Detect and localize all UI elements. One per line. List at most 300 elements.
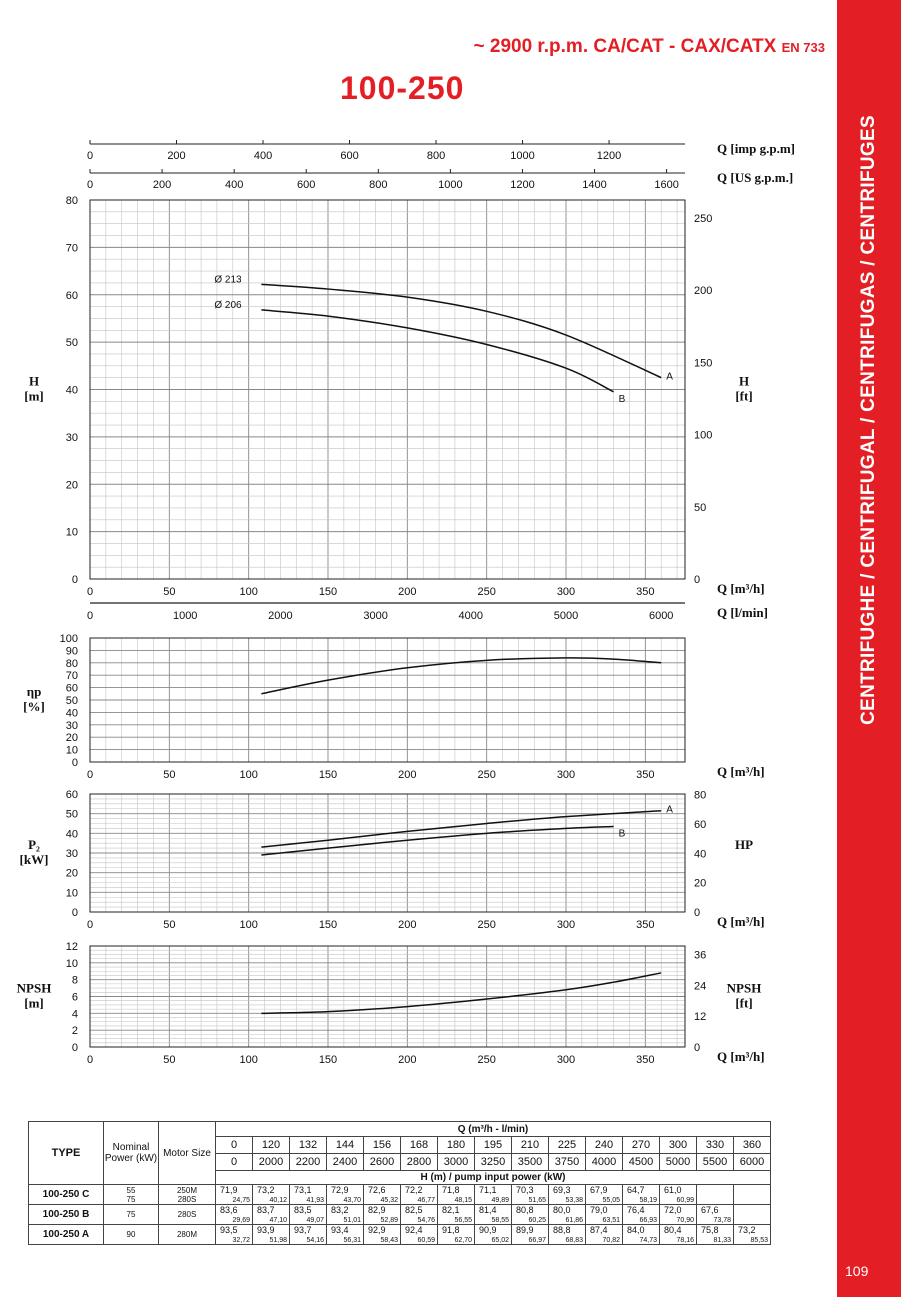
table-q-m3h: 0 [216,1137,253,1154]
motor-value: 280S [177,1210,197,1219]
head-top-axis-tick-label: 400 [253,150,273,162]
table-q-lmin: 4500 [623,1154,660,1171]
npsh-ytick-label: 10 [65,957,78,970]
table-row-power [104,1205,159,1225]
head-top-axis-tick-label: 200 [152,179,172,191]
efficiency-ytick-label: 20 [65,732,78,745]
table-row-power [104,1225,159,1245]
table-cell [623,1225,660,1245]
npsh-xtick-label: 50 [163,1054,176,1066]
cell-power: 24,75 [232,1197,250,1204]
npsh-xtick-label: 300 [556,1054,576,1066]
cell-head: 73,2 [738,1225,756,1235]
cell-head: 81,4 [479,1205,497,1215]
cell-power: 53,38 [565,1197,583,1204]
head-xtick-label: 350 [636,586,655,598]
table-q-m3h: 156 [364,1137,401,1154]
head-xlabel: Q [m³/h] [717,581,765,596]
table-cell [512,1185,549,1205]
table-cell [660,1225,697,1245]
head-right-ytick-label: 50 [694,501,707,514]
head-top-axis-label: Q [imp g.p.m] [717,141,795,156]
efficiency-ylabel: ηp [%] [23,684,45,714]
power-xtick-label: 250 [477,919,496,931]
table-q-lmin: 3750 [549,1154,586,1171]
cell-head: 72,9 [331,1185,349,1195]
cell-power: 55,05 [602,1197,620,1204]
npsh-right-ylabel: NPSH [ft] [726,980,762,1011]
table-q-m3h: 180 [438,1137,475,1154]
head-lmin-tick-label: 1000 [172,610,198,622]
efficiency-xtick-label: 300 [556,769,576,781]
cell-head: 82,9 [368,1205,386,1215]
efficiency-ytick-label: 70 [65,670,78,683]
table-cell [327,1185,364,1205]
table-cell [401,1185,438,1205]
table-cell [586,1225,623,1245]
cell-power: 70,90 [676,1217,694,1224]
power-ylabel: P₂ [kW] [19,837,49,867]
cell-head: 83,5 [294,1205,312,1215]
cell-power: 63,51 [602,1217,620,1224]
efficiency-xtick-label: 0 [86,769,94,781]
table-q-m3h: 210 [512,1137,549,1154]
cell-power: 58,43 [380,1237,398,1244]
motor-value: 280S [177,1194,197,1204]
cell-head: 93,9 [257,1225,275,1235]
power-xtick-label: 150 [318,919,338,931]
efficiency-ytick-label: 40 [65,707,78,720]
standard-label: EN 733 [781,40,825,55]
cell-power: 54,76 [417,1217,435,1224]
table-cell [290,1225,327,1245]
cell-head: 79,0 [590,1205,608,1215]
table-cell [697,1225,734,1245]
efficiency-xtick-label: 100 [239,769,258,781]
cell-head: 80,4 [664,1225,682,1235]
power-ytick-label: 20 [65,867,78,880]
npsh-xtick-label: 100 [239,1054,258,1066]
npsh-right-ytick-label: 24 [694,980,707,993]
power-ytick-label: 60 [65,789,78,801]
sidebar-category-text: CENTRIFUGHE / CENTRIFUGAL / CENTRIFUGAS / CENTRIFUGES [858,115,879,725]
table-q-lmin: 6000 [734,1154,771,1171]
table-cell [438,1205,475,1225]
cell-power: 45,32 [380,1197,398,1204]
cell-head: 71,9 [220,1185,238,1195]
head-ytick-label: 30 [65,431,78,444]
cell-head: 82,5 [405,1205,423,1215]
efficiency-ytick-label: 50 [65,695,78,707]
efficiency-xtick-label: 150 [318,769,338,781]
power-series-0-end-label: A [666,804,673,816]
efficiency-xtick-label: 50 [163,769,176,781]
cell-head: 83,7 [257,1205,275,1215]
head-top-axis-tick-label: 0 [86,179,94,191]
table-cell [660,1185,697,1205]
cell-power: 51,01 [343,1217,361,1224]
cell-power: 60,59 [417,1237,435,1244]
cell-power: 60,99 [676,1197,694,1204]
power-xlabel: Q [m³/h] [717,914,765,929]
npsh-ytick-label: 8 [71,974,78,987]
table-cell [327,1205,364,1225]
head-ylabel: H [m] [24,373,44,404]
table-q-m3h: 270 [623,1137,660,1154]
head-top-axis-tick-label: 800 [426,150,446,162]
cell-head: 76,4 [627,1205,645,1215]
table-cell [290,1185,327,1205]
table-row-power [104,1185,159,1205]
head-right-ylabel: H [ft] [735,373,753,404]
table-cell [253,1225,290,1245]
table-cell [216,1185,253,1205]
table-cell [549,1225,586,1245]
head-xtick-label: 150 [318,586,338,598]
head-right-ytick-label: 200 [694,285,713,298]
efficiency-ytick-label: 100 [59,633,78,645]
head-lmin-tick-label: 0 [86,610,94,622]
npsh-series-0-line [261,973,661,1013]
cell-power: 68,83 [565,1237,583,1244]
table-row-motor [159,1205,216,1225]
cell-power: 51,98 [269,1237,287,1244]
head-ytick-label: 20 [65,479,78,492]
power-xtick-label: 50 [163,919,176,931]
head-series-1-end-label: B [618,393,626,405]
power-right-ytick-label: 60 [694,819,707,832]
head-lmin-tick-label: 4000 [458,610,484,622]
table-q-m3h: 225 [549,1137,586,1154]
efficiency-xtick-label: 250 [477,769,496,781]
cell-power: 81,33 [713,1237,731,1244]
table-q-m3h: 195 [475,1137,512,1154]
cell-head: 92,4 [405,1225,423,1235]
table-cell [216,1225,253,1245]
head-top-axis-tick-label: 600 [297,179,316,191]
table-cell [216,1205,253,1225]
cell-head: 75,8 [701,1225,719,1235]
table-cell [364,1225,401,1245]
head-top-axis-tick-label: 0 [86,150,94,162]
npsh-ytick-label: 12 [65,941,78,953]
head-xtick-label: 200 [398,586,417,598]
power-ytick-label: 30 [65,848,78,860]
cell-power: 85,53 [750,1237,768,1244]
table-cell [623,1205,660,1225]
cell-power: 74,73 [639,1237,657,1244]
table-cell [475,1225,512,1245]
table-q-m3h: 144 [327,1137,364,1154]
head-ytick-label: 80 [65,195,78,207]
cell-power: 32,72 [232,1237,250,1244]
table-cell [401,1225,438,1245]
efficiency-xtick-label: 350 [636,769,655,781]
head-lmin-tick-label: 5000 [553,610,579,622]
cell-head: 70,3 [516,1185,534,1195]
head-lmin-label: Q [l/min] [717,605,768,620]
cell-head: 90,9 [479,1225,497,1235]
table-q-lmin: 2800 [401,1154,438,1171]
table-cell [438,1225,475,1245]
table-q-lmin: 5500 [697,1154,734,1171]
npsh-xtick-label: 150 [318,1054,338,1066]
efficiency-ytick-label: 0 [71,757,78,769]
cell-head: 67,6 [701,1205,719,1215]
table-col-motor: Motor Size [159,1122,216,1185]
npsh-xtick-label: 250 [477,1054,496,1066]
cell-power: 49,89 [491,1197,509,1204]
power-right-ytick-label: 40 [694,848,707,861]
head-xtick-label: 300 [556,586,576,598]
cell-power: 46,77 [417,1197,435,1204]
cell-head: 71,1 [479,1185,497,1195]
power-xtick-label: 100 [239,919,258,931]
table-row-type: 100-250 A [29,1225,104,1245]
power-ytick-label: 0 [71,907,78,919]
power-ytick-label: 10 [65,887,78,900]
npsh-ytick-label: 2 [71,1025,78,1038]
cell-power: 43,70 [343,1197,361,1204]
head-top-axis-tick-label: 1000 [510,150,535,162]
head-top-axis-tick-label: 800 [369,179,388,191]
power-value: 75 [126,1210,136,1219]
performance-table [28,1121,771,1245]
table-row-motor [159,1225,216,1245]
power-value: 75 [126,1194,136,1204]
table-q-m3h: 168 [401,1137,438,1154]
power-ytick-label: 50 [65,808,78,821]
npsh-xtick-label: 350 [636,1054,655,1066]
head-series-1-name: Ø 206 [214,299,242,311]
cell-head: 83,6 [220,1205,238,1215]
cell-power: 54,16 [306,1237,324,1244]
efficiency-ytick-label: 30 [65,719,78,732]
head-lmin-tick-label: 2000 [268,610,293,622]
cell-power: 51,65 [528,1197,546,1204]
cell-power: 56,55 [454,1217,472,1224]
table-row-type: 100-250 B [29,1205,104,1225]
table-cell [697,1205,734,1225]
table-cell [364,1205,401,1225]
table-cell [549,1185,586,1205]
cell-power: 56,31 [343,1237,361,1244]
head-right-ytick-label: 250 [694,213,713,226]
table-row [29,1205,771,1225]
head-ytick-label: 0 [71,574,78,586]
cell-head: 93,7 [294,1225,312,1235]
efficiency-ytick-label: 80 [65,657,78,670]
head-top-axis-tick-label: 1000 [438,179,463,191]
table-cell [734,1185,771,1205]
cell-head: 82,1 [442,1205,460,1215]
power-xtick-label: 350 [636,919,655,931]
head-series-0-end-label: A [666,371,673,383]
cell-power: 40,12 [269,1197,287,1204]
table-q-m3h: 300 [660,1137,697,1154]
head-lmin-tick-label: 3000 [363,610,388,622]
head-top-axis-tick-label: 1600 [654,179,679,191]
table-row [29,1185,771,1205]
efficiency-xtick-label: 200 [398,769,417,781]
cell-head: 93,5 [220,1225,238,1235]
table-q-m3h: 240 [586,1137,623,1154]
table-cell [734,1205,771,1225]
table-h-header: H (m) / pump input power (kW) [216,1171,771,1185]
head-ytick-label: 60 [65,289,78,302]
head-series-0-name: Ø 213 [214,274,242,286]
page-number: 109 [845,1263,869,1279]
cell-head: 84,0 [627,1225,645,1235]
power-ytick-label: 40 [65,828,78,841]
head-top-axis-label: Q [US g.p.m.] [717,170,794,185]
npsh-right-ytick-label: 0 [694,1042,701,1054]
power-xtick-label: 200 [398,919,417,931]
npsh-right-ytick-label: 36 [694,949,707,962]
power-right-ylabel: HP [734,837,754,852]
power-value: 90 [126,1230,136,1239]
head-xtick-label: 0 [86,586,94,598]
head-right-ytick-label: 150 [694,357,713,370]
cell-power: 58,19 [639,1197,657,1204]
head-top-axis-tick-label: 1200 [596,150,622,162]
cell-head: 92,9 [368,1225,386,1235]
table-q-lmin: 3500 [512,1154,549,1171]
table-q-lmin: 2000 [253,1154,290,1171]
power-right-ytick-label: 20 [694,877,707,890]
cell-head: 72,6 [368,1185,386,1195]
table-cell [660,1205,697,1225]
power-value: 55 [126,1185,136,1195]
head-series-1-line [261,310,613,392]
cell-power: 48,15 [454,1197,472,1204]
table-cell [401,1205,438,1225]
head-series-0-line [261,284,661,377]
head-xtick-label: 100 [239,586,258,598]
motor-value: 280M [176,1230,197,1239]
table-q-lmin: 3250 [475,1154,512,1171]
cell-head: 87,4 [590,1225,608,1235]
head-top-axis-tick-label: 600 [340,150,359,162]
cell-power: 29,69 [232,1217,250,1224]
table-q-m3h: 360 [734,1137,771,1154]
efficiency-xlabel: Q [m³/h] [717,764,765,779]
power-xtick-label: 300 [556,919,576,931]
head-xtick-label: 50 [163,586,176,598]
table-cell [586,1205,623,1225]
cell-head: 80,0 [553,1205,571,1215]
table-q-lmin: 2400 [327,1154,364,1171]
table-q-lmin: 5000 [660,1154,697,1171]
model-title: 100-250 [340,70,465,106]
table-cell [475,1205,512,1225]
cell-head: 61,0 [664,1185,682,1195]
head-xtick-label: 250 [477,586,496,598]
power-right-ytick-label: 0 [694,907,701,919]
table-cell [512,1205,549,1225]
cell-power: 66,97 [528,1237,546,1244]
power-xtick-label: 0 [86,919,94,931]
cell-head: 69,3 [553,1185,571,1195]
motor-value: 250M [176,1185,197,1195]
efficiency-ytick-label: 90 [65,645,78,658]
cell-power: 52,89 [380,1217,398,1224]
table-q-lmin: 0 [216,1154,253,1171]
head-ytick-label: 10 [65,526,78,539]
table-q-lmin: 2600 [364,1154,401,1171]
npsh-xtick-label: 200 [398,1054,417,1066]
head-top-axis-tick-label: 1400 [582,179,607,191]
cell-head: 73,1 [294,1185,312,1195]
cell-power: 78,16 [676,1237,694,1244]
head-top-axis-tick-label: 400 [224,179,244,191]
power-series-1-line [261,826,613,855]
cell-head: 73,2 [257,1185,275,1195]
table-cell [512,1225,549,1245]
cell-head: 93,4 [331,1225,349,1235]
npsh-ytick-label: 6 [71,991,78,1004]
cell-head: 72,2 [405,1185,423,1195]
cell-head: 64,7 [627,1185,645,1195]
power-series-0-line [261,811,661,847]
cell-head: 67,9 [590,1185,608,1195]
cell-head: 71,8 [442,1185,460,1195]
table-cell [364,1185,401,1205]
head-top-axis-tick-label: 1200 [510,179,535,191]
cell-head: 83,2 [331,1205,349,1215]
table-cell [438,1185,475,1205]
npsh-xtick-label: 0 [86,1054,94,1066]
cell-power: 41,93 [306,1197,324,1204]
cell-head: 91,8 [442,1225,460,1235]
table-q-m3h: 132 [290,1137,327,1154]
table-cell [290,1205,327,1225]
table-cell [549,1205,586,1225]
cell-power: 66,93 [639,1217,657,1224]
head-ytick-label: 50 [65,337,78,350]
head-ytick-label: 40 [65,384,78,397]
cell-power: 73,78 [713,1217,731,1224]
npsh-ytick-label: 0 [71,1042,78,1054]
npsh-ytick-label: 4 [71,1008,78,1021]
cell-power: 61,86 [565,1217,583,1224]
power-series-1-end-label: B [618,828,626,840]
cell-power: 70,82 [602,1237,620,1244]
npsh-ylabel: NPSH [m] [16,980,52,1011]
npsh-right-ytick-label: 12 [694,1011,707,1024]
table-cell [327,1225,364,1245]
table-row-type: 100-250 C [29,1185,104,1205]
efficiency-ytick-label: 10 [65,744,78,757]
table-col-type: TYPE [29,1122,104,1185]
table-cell [697,1185,734,1205]
head-right-ytick-label: 100 [694,429,713,442]
cell-power: 62,70 [454,1237,472,1244]
cell-power: 60,25 [528,1217,546,1224]
cell-head: 80,8 [516,1205,534,1215]
head-top-axis-tick-label: 200 [167,150,186,162]
cell-power: 58,55 [491,1217,509,1224]
table-col-power: Nominal Power (kW) [104,1122,159,1185]
cell-power: 47,10 [269,1217,287,1224]
table-q-lmin: 4000 [586,1154,623,1171]
efficiency-ytick-label: 60 [65,682,78,695]
table-q-m3h: 120 [253,1137,290,1154]
table-cell [623,1185,660,1205]
cell-head: 72,0 [664,1205,682,1215]
head-ytick-label: 70 [65,242,78,255]
table-row-motor [159,1185,216,1205]
